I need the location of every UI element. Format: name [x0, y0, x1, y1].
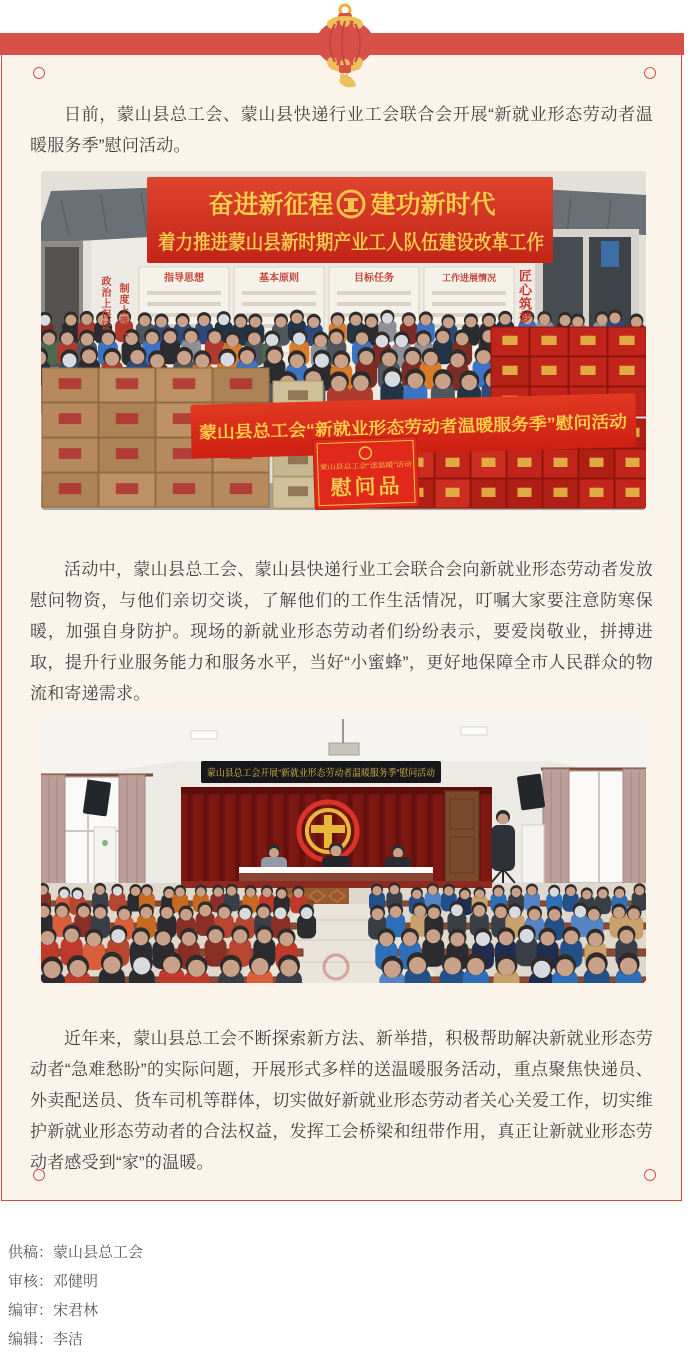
- photo1-sign-line1: 蒙山县总工会“送温暖”活动: [319, 461, 402, 472]
- corner-ring-bottom-left: [33, 1169, 45, 1181]
- corner-ring-top-left: [33, 67, 45, 79]
- article-content: [2, 55, 681, 1178]
- photo1-pillar-text-right: 匠心筑梦: [517, 269, 532, 325]
- photo2-stage-banner-text: 蒙山县总工会开展“新就业形态劳动者温暖服务季”慰问活动: [207, 768, 451, 779]
- credit-editor: 编辑：李洁: [8, 1331, 84, 1348]
- lantern-icon: [297, 2, 393, 88]
- photo1-gift-sign: [313, 436, 419, 510]
- panel-title-3: 目标任务: [354, 273, 394, 284]
- photo1-held-banner-text: 蒙山县总工会“新就业形态劳动者温暖服务季”慰问活动: [198, 412, 608, 443]
- head-table-group: [239, 842, 433, 885]
- panel-title-4: 工作进展情况: [441, 273, 497, 283]
- photo1-banner-slogan-right: 建功新时代: [370, 191, 496, 219]
- article-paragraph-2: 活动中，蒙山县总工会、蒙山县快递行业工会联合会向新就业形态劳动者发放慰问物资，与他们亲切交谈，了解他们的工作生活情况，叮嘱大家要注意防寒保暖，加强自身防护。现场的新就业形态劳动者们纷纷表示，要爱岗敬业，拼搏进取，提升行业服务能力和服务水平，当好“小蜜蜂”，更好地保障全市人民群众的物流和寄递需求。: [30, 560, 653, 703]
- photo1-pillar-text-left-1: 政治上保证: [99, 276, 110, 331]
- credits-list: [8, 1238, 143, 1354]
- photo1-pillar-text-left-2: 制度上落实: [117, 283, 128, 338]
- article-paragraph-1: 日前，蒙山县总工会、蒙山县快递行业工会联合会开展“新就业形态劳动者温暖服务季”慰问活动。: [30, 105, 653, 155]
- photo1-banner-subtitle: 着力推进蒙山县新时期产业工人队伍建设改革工作: [158, 232, 598, 254]
- panel-title-1: 指导思想: [164, 273, 204, 284]
- credit-editor-chief: 编审：宋君林: [8, 1302, 99, 1319]
- credit-reviewer: 审核：邓健明: [8, 1273, 99, 1290]
- corner-ring-top-right: [644, 67, 656, 79]
- speaker-right-icon: [517, 773, 545, 810]
- photo1-banner-slogan-left: 奋进新征程: [208, 191, 334, 219]
- speaker-left-icon: [83, 779, 111, 816]
- photo-meeting-room[interactable]: [41, 715, 646, 983]
- article-panel: [1, 55, 682, 1201]
- union-logo-large-icon: [299, 802, 357, 860]
- panel-title-2: 基本原则: [259, 273, 299, 284]
- corner-ring-bottom-right: [644, 1169, 656, 1181]
- article-paragraph-3: 近年来，蒙山县总工会不断探索新方法、新举措，积极帮助解决新就业形态劳动者“急难愁盼”的实际问题，开展形式多样的送温暖服务活动，重点聚焦快递员、外卖配送员、货车司机等群体，切实做好新就业形态劳动者关心关爱工作，切实维护新就业形态劳动者的合法权益，发挥工会桥梁和纽带作用，真正让新就业形态劳动者感受到“家”的温暖。: [30, 1029, 653, 1172]
- credit-contributor: 供稿：蒙山县总工会: [8, 1244, 144, 1261]
- photo-group-activity[interactable]: [41, 171, 646, 510]
- photo1-sign-line2: 慰问品: [330, 474, 403, 501]
